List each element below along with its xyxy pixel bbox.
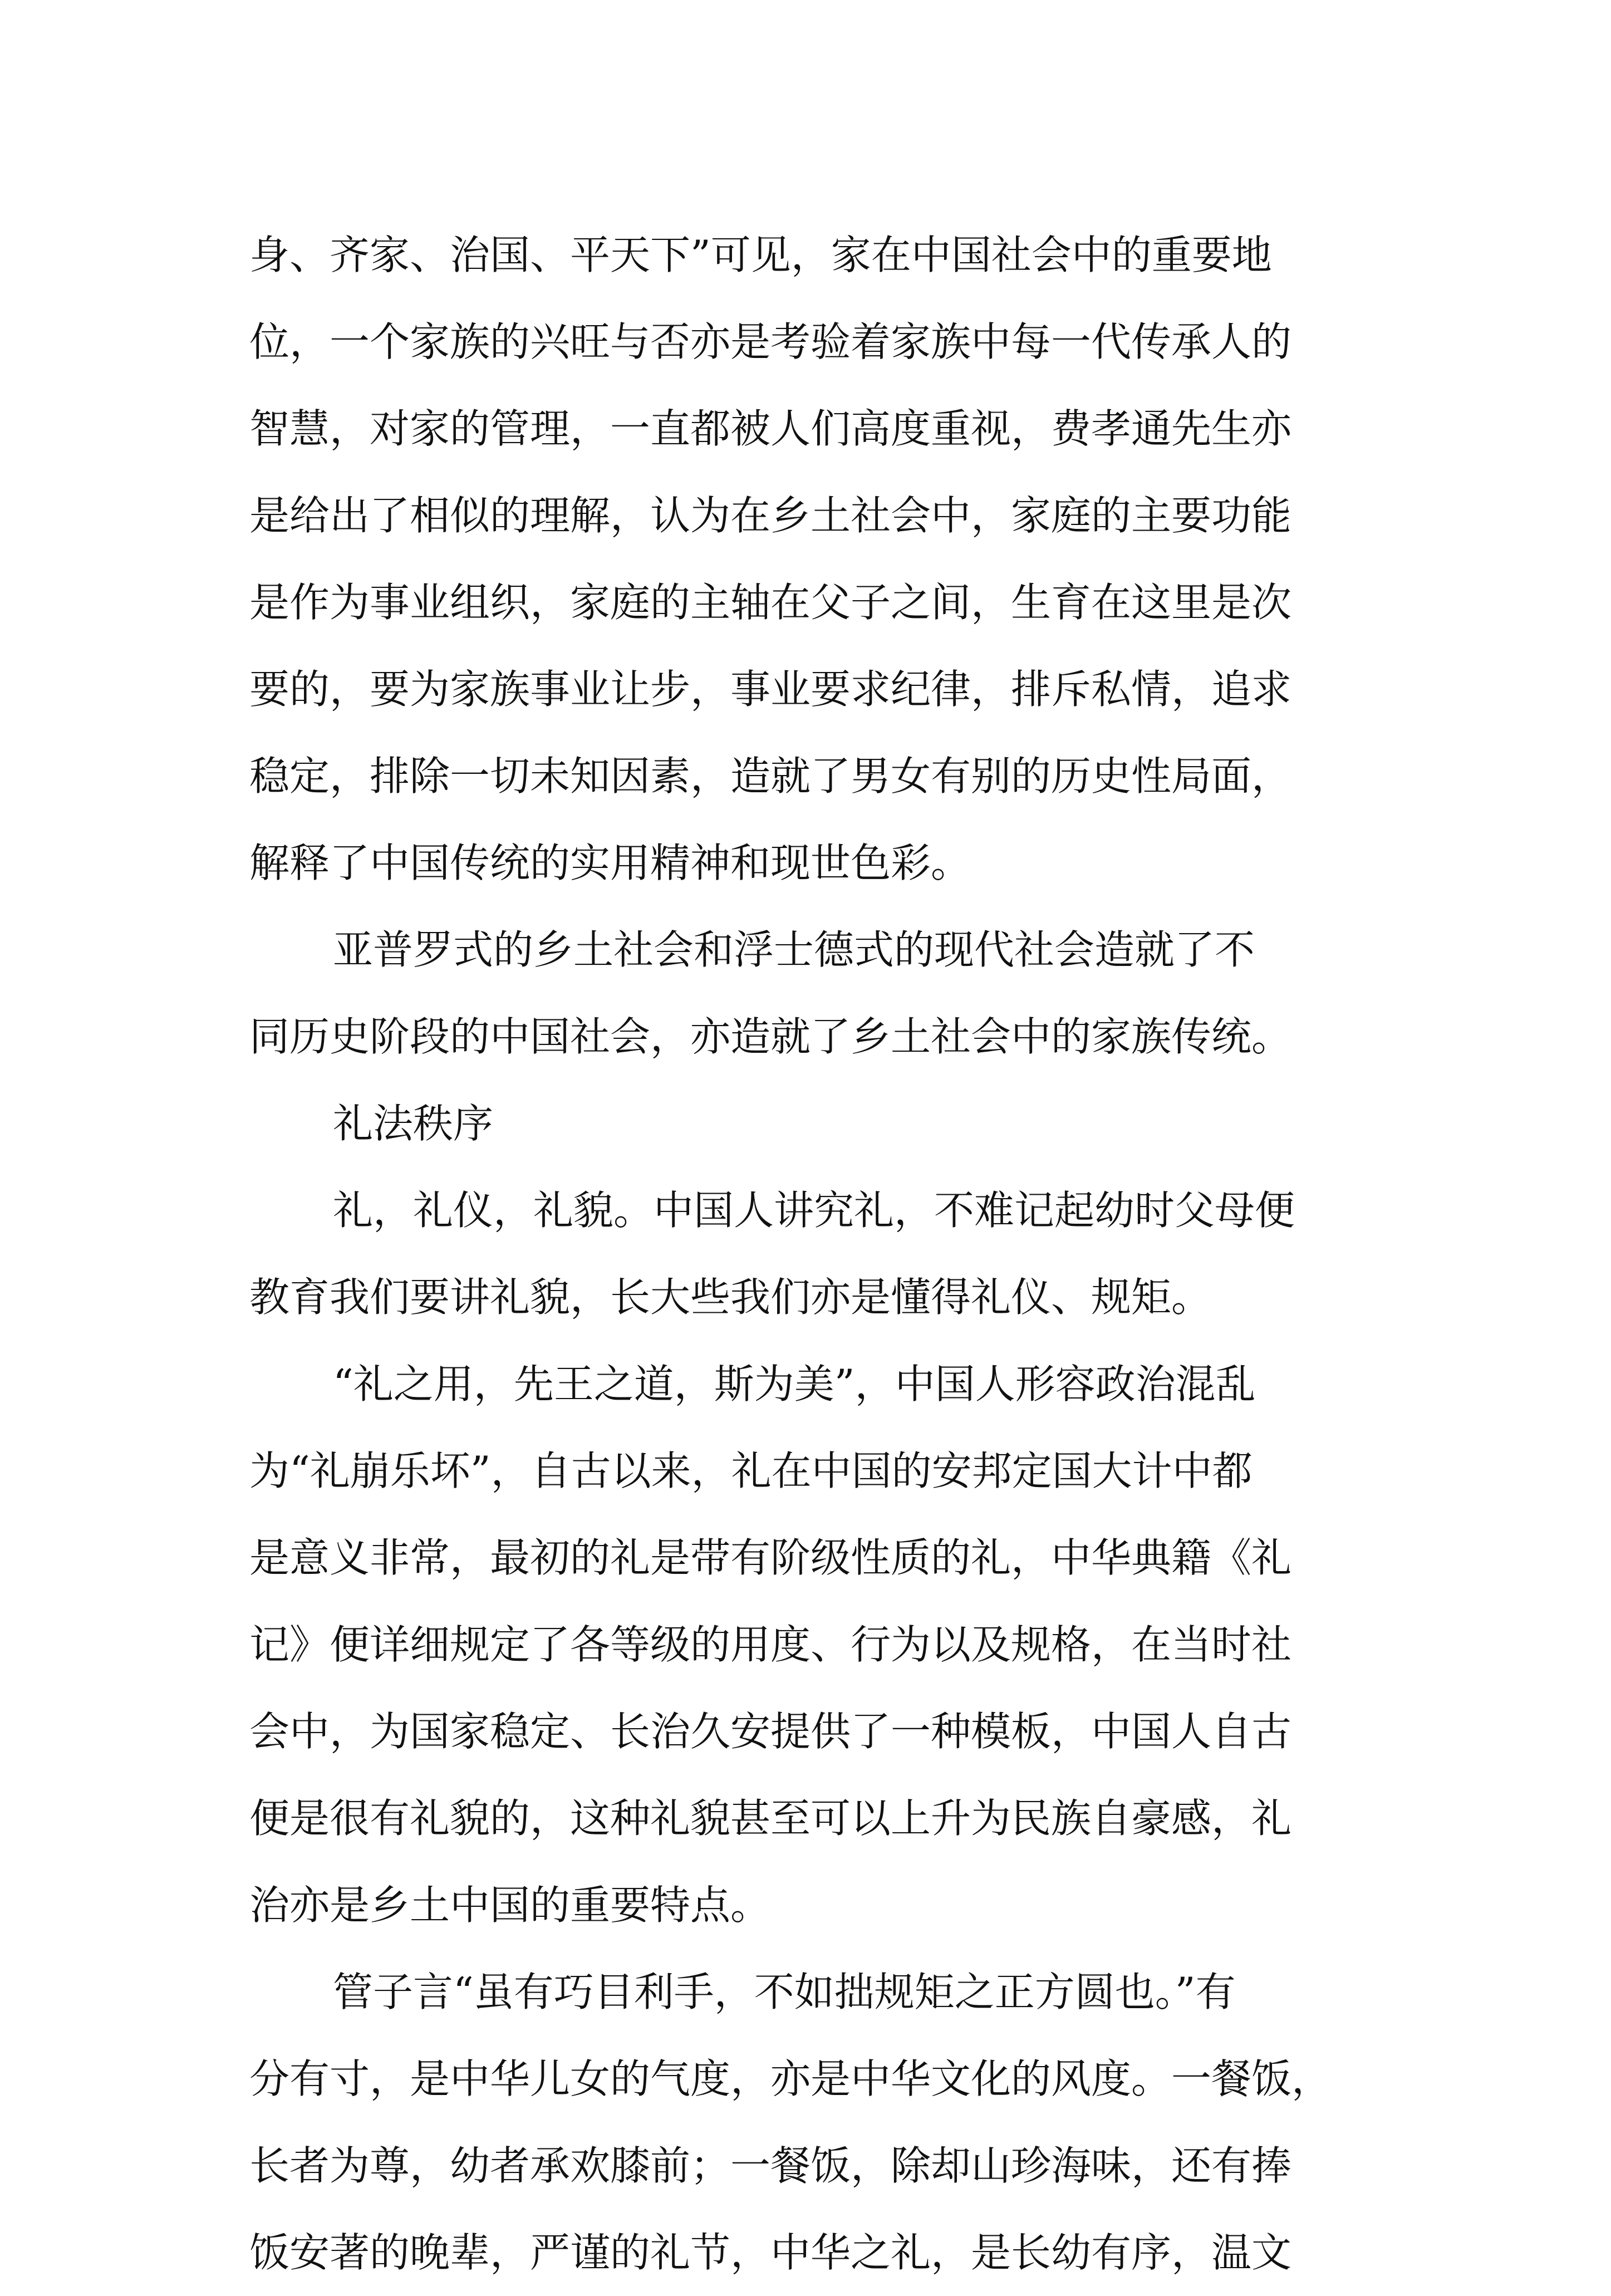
text-line: 同历史阶段的中国社会，亦造就了乡土社会中的家族传统。 (249, 1013, 1292, 1060)
text-line: 治亦是乡土中国的重要特点。 (249, 1882, 771, 1929)
paragraph-1 (249, 212, 1385, 906)
text-line: 长者为尊，幼者承欢膝前；一餐饭，除却山珍海味，还有捧 (249, 2142, 1292, 2189)
paragraph-5 (249, 1949, 1385, 2296)
text-line: 是意义非常，最初的礼是带有阶级性质的礼，中华典籍《礼 (249, 1534, 1292, 1581)
text-line: 要的，要为家族事业让步，事业要求纪律，排斥私情，追求 (249, 666, 1292, 713)
document-body (249, 212, 1385, 2296)
paragraph-4 (249, 1341, 1385, 1949)
text-line: 智慧，对家的管理，一直都被人们高度重视，费孝通先生亦 (249, 405, 1292, 452)
text-line: 礼，礼仪，礼貌。中国人讲究礼，不难记起幼时父母便 (333, 1187, 1295, 1234)
text-line: “礼之用，先王之道，斯为美”，中国人形容政治混乱 (333, 1361, 1256, 1407)
paragraph-3 (249, 1167, 1385, 1341)
text-line: 是作为事业组织，家庭的主轴在父子之间，生育在这里是次 (249, 579, 1292, 626)
text-line: 分有寸，是中华儿女的气度，亦是中华文化的风度。一餐饭， (249, 2055, 1332, 2102)
text-line: 位，一个家族的兴旺与否亦是考验着家族中每一代传承人的 (249, 318, 1292, 365)
text-line: 教育我们要讲礼貌，长大些我们亦是懂得礼仪、规矩。 (249, 1274, 1212, 1321)
text-line: 管子言“虽有巧目利手，不如拙规矩之正方圆也。”有 (333, 1969, 1236, 2015)
text-line: 稳定，排除一切未知因素，造就了男女有别的历史性局面， (249, 753, 1292, 799)
text-line: 身、齐家、治国、平天下”可见，家在中国社会中的重要地 (249, 232, 1272, 278)
text-line: 记》便详细规定了各等级的用度、行为以及规格，在当时社 (249, 1621, 1292, 1668)
section-title: 礼法秩序 (333, 1100, 494, 1147)
text-line: 便是很有礼貌的，这种礼貌甚至可以上升为民族自豪感，礼 (249, 1795, 1292, 1842)
text-line: 解释了中国传统的实用精神和现世色彩。 (249, 840, 971, 886)
text-line: 为“礼崩乐坏”，自古以来，礼在中国的安邦定国大计中都 (249, 1448, 1253, 1494)
text-line: 是给出了相似的理解，认为在乡土社会中，家庭的主要功能 (249, 492, 1292, 539)
paragraph-2 (249, 906, 1385, 1080)
text-line: 饭安著的晚辈，严谨的礼节，中华之礼，是长幼有序，温文 (249, 2229, 1292, 2276)
text-line: 亚普罗式的乡土社会和浮士德式的现代社会造就了不 (333, 926, 1255, 973)
text-line: 会中，为国家稳定、长治久安提供了一种模板，中国人自古 (249, 1708, 1292, 1755)
section-heading (249, 1080, 1385, 1167)
